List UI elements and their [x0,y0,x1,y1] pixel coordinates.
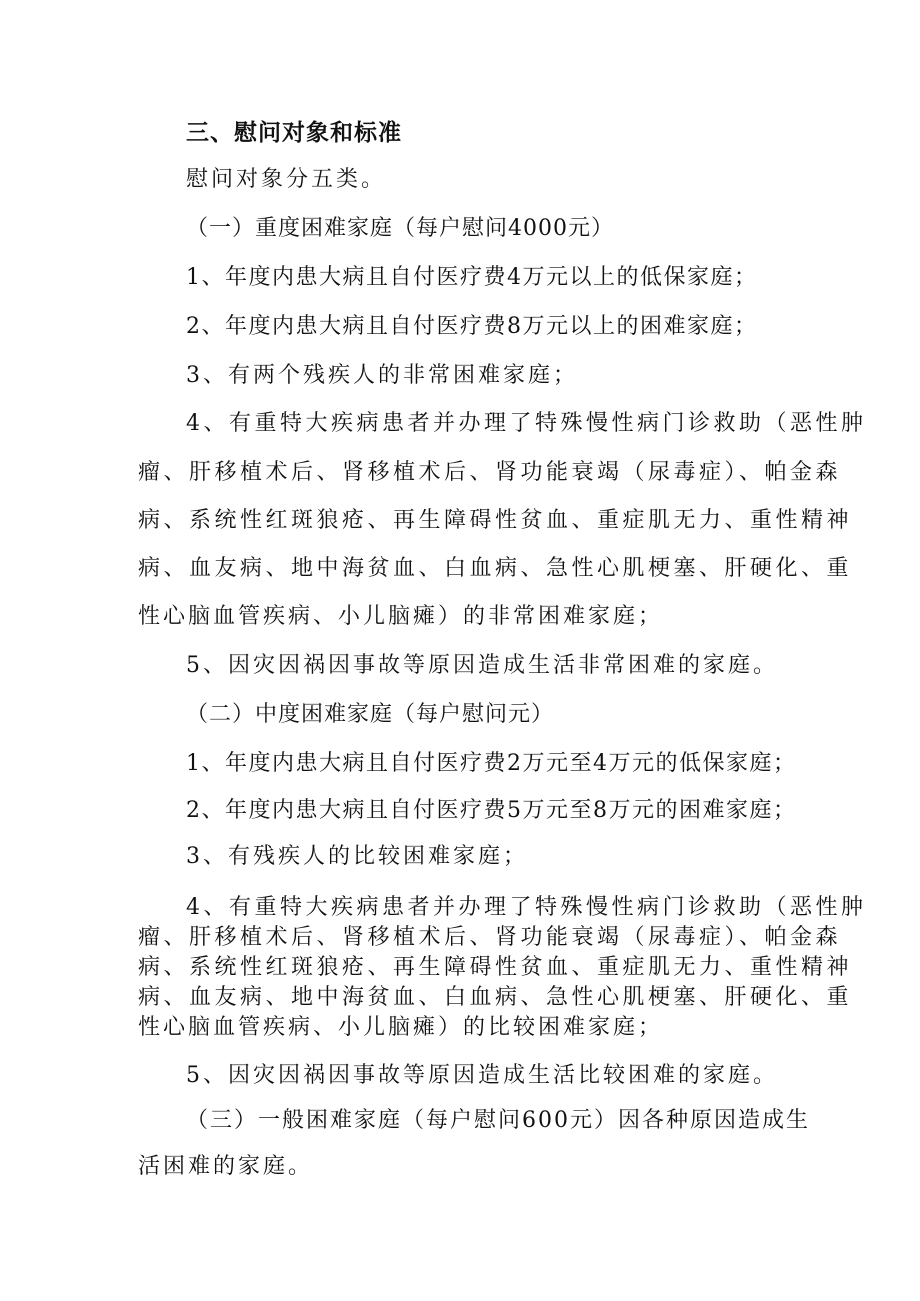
category2-item1: 1、年度内患大病且自付医疗费2万元至4万元的低保家庭； [186,751,797,776]
category2-item4-line4: 病、血友病、地中海贫血、白血病、急性心肌梗塞、肝硬化、重 [138,985,853,1010]
category1-item4-line4: 病、血友病、地中海贫血、白血病、急性心肌梗塞、肝硬化、重 [138,556,853,581]
category1-item4-line5: 性心脑血管疾病、小儿脑瘫）的非常困难家庭； [138,604,664,629]
category1-item2: 2、年度内患大病且自付医疗费8万元以上的困难家庭； [186,314,758,339]
category1-item3: 3、有两个残疾人的非常困难家庭； [186,363,578,388]
category1-item1: 1、年度内患大病且自付医疗费4万元以上的低保家庭； [186,265,758,290]
category2-item4-line5: 性心脑血管疾病、小儿脑瘫）的比较困难家庭； [138,1015,664,1040]
category2-item5: 5、因灾因祸因事故等原因造成生活比较困难的家庭。 [186,1063,778,1088]
category1-item4-line1: 4、有重特大疾病患者并办理了特殊慢性病门诊救助（恶性肿 [186,411,867,436]
category2-item4-line2: 瘤、肝移植术后、肾移植术后、肾功能衰竭（尿毒症）、帕金森 [138,925,842,950]
category3-line1: （三）一般困难家庭（每户慰问600元）因各种原因造成生 [186,1108,810,1133]
category1-title: （一）重度困难家庭（每户慰问4000元） [186,216,614,241]
category2-item4-line3: 病、系统性红斑狼疮、再生障碍性贫血、重症肌无力、重性精神 [138,955,853,980]
category2-item4-line1: 4、有重特大疾病患者并办理了特殊慢性病门诊救助（恶性肿 [186,895,867,920]
category1-item4-line3: 病、系统性红斑狼疮、再生障碍性贫血、重症肌无力、重性精神 [138,508,853,533]
category2-item3: 3、有残疾人的比较困难家庭； [186,844,528,869]
category1-item5: 5、因灾因祸因事故等原因造成生活非常困难的家庭。 [186,653,778,678]
category2-title: （二）中度困难家庭（每户慰问元） [186,702,555,727]
category3-line2: 活困难的家庭。 [138,1154,314,1179]
category1-item4-line2: 瘤、肝移植术后、肾移植术后、肾功能衰竭（尿毒症）、帕金森 [138,460,842,485]
category2-item2: 2、年度内患大病且自付医疗费5万元至8万元的困难家庭； [186,798,797,823]
intro-paragraph: 慰问对象分五类。 [186,167,387,192]
section-title: 三、慰问对象和标准 [186,120,402,146]
